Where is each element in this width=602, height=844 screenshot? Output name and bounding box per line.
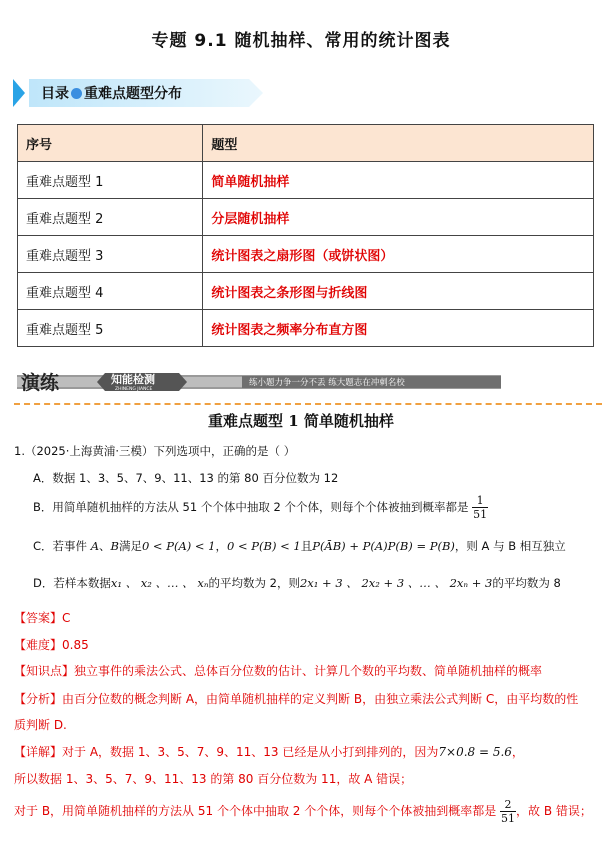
detail-post: ，故 B 错误； (516, 804, 592, 818)
practice-banner-shape (17, 370, 501, 394)
separator: 、 (99, 539, 111, 553)
fraction (500, 798, 516, 825)
detail-text: 对于 B，用简单随机抽样的方法从 51 个个体中抽取 2 个个体，则每个个体被抽到概率都是 (14, 804, 497, 818)
analysis-line-1: 【分析】由百分位数的概念判断 A，由简单随机抽样的定义判断 B，由独立乘法公式判断 C，由平均数的性 (14, 692, 579, 706)
toc-row-type[interactable]: 统计图表之频率分布直方图 (203, 310, 594, 347)
option-b-text: B．用简单随机抽样的方法从 51 个个体中抽取 2 个个体，则每个个体被抽到概率都是 (33, 500, 469, 514)
detail-line-3 (14, 798, 594, 825)
math-eq: P(ĀB) + P(A)P(B) = P(B) (312, 539, 455, 553)
detail-text: 【详解】对于 A，数据 1、3、5、7、9、11、13 已经是从小打到排列的，因为 (14, 745, 439, 759)
knowledge-line: 【知识点】独立事件的乘法公式、总体百分位数的估计、计算几个数的平均数、简单随机抽样的概率 (14, 664, 543, 678)
table-row (18, 162, 594, 199)
practice-big-text: 演练 (21, 372, 60, 394)
toc-label-text: 目录 (41, 86, 69, 102)
option-c-mid: 满足 (118, 539, 142, 553)
detail-line-1 (14, 743, 594, 760)
toc-row-type[interactable]: 分层随机抽样 (203, 199, 594, 236)
practice-tag: 知能检测 (111, 373, 155, 386)
toc-header-type: 题型 (203, 125, 594, 162)
arrow-icon (13, 79, 25, 107)
toc-header-num: 序号 (18, 125, 203, 162)
practice-slogan: 练小题力争一分不丢 练大题志在冲刺名校 (249, 378, 405, 388)
math-a: A (90, 539, 99, 553)
toc-header-row (18, 125, 594, 162)
table-row (18, 310, 594, 347)
option-d (33, 575, 561, 591)
fraction-den: 51 (473, 508, 488, 521)
divider (14, 403, 602, 405)
fraction-den: 51 (501, 812, 516, 825)
math-seq: x₁ 、 x₂ 、… 、 xₙ (110, 576, 209, 590)
option-a: A．数据 1、3、5、7、9、11、13 的第 80 百分位数为 12 (33, 471, 339, 485)
table-row (18, 236, 594, 273)
toc-label-text-2: 重难点题型分布 (84, 86, 182, 102)
toc-row-type[interactable]: 统计图表之扇形图（或饼状图） (203, 236, 594, 273)
practice-tag-pinyin: ZHINENG JIANCE (115, 387, 153, 392)
option-d-text: D．若样本数据 (33, 576, 111, 590)
option-c-text: C．若事件 (33, 539, 88, 553)
option-d-mid: 的平均数为 2，则 (208, 576, 300, 590)
fraction-num: 2 (500, 798, 516, 812)
toc-banner (13, 79, 263, 107)
fraction-num: 1 (472, 494, 488, 508)
math-cond2: 0 < P(B) < 1 (227, 539, 301, 553)
toc-row-num: 重难点题型 1 (18, 162, 203, 199)
option-c-post: ，则 A 与 B 相互独立 (454, 539, 566, 553)
math-cond1: 0 < P(A) < 1 (141, 539, 216, 553)
option-c: C．若事件 A、B满足0 < P(A) < 1，0 < P(B) < 1且P(ĀB) + P(A)P(B) = P(B)，则 A 与 B 相互独立 (33, 539, 566, 553)
answer-line: 【答案】C (14, 611, 71, 625)
page-title: 专题 9.1 随机抽样、常用的统计图表 (151, 31, 451, 51)
detail-line-2: 所以数据 1、3、5、7、9、11、13 的第 80 百分位数为 11，故 A 错误； (14, 772, 413, 786)
dot-icon (71, 88, 82, 99)
section-heading: 重难点题型 1 简单随机抽样 (208, 412, 394, 430)
toc-row-num: 重难点题型 2 (18, 199, 203, 236)
math-b: B (110, 539, 119, 553)
detail-post: ， (511, 745, 524, 759)
math-seq2: 2x₁ + 3 、 2x₂ + 3 、… 、 2xₙ + 3 (299, 576, 493, 590)
toc-table (17, 124, 594, 347)
toc-label (41, 83, 182, 103)
option-d-post: 的平均数为 8 (492, 576, 561, 590)
toc-row-type[interactable]: 简单随机抽样 (203, 162, 594, 199)
toc-row-num: 重难点题型 4 (18, 273, 203, 310)
option-b (33, 494, 488, 521)
option-c-and: 且 (300, 539, 313, 553)
analysis-line-2: 质判断 D. (14, 718, 67, 732)
toc-row-num: 重难点题型 3 (18, 236, 203, 273)
table-row (18, 273, 594, 310)
table-row (18, 199, 594, 236)
question-stem: 1.（2025·上海黄浦·三模）下列选项中，正确的是（ ） (14, 444, 296, 458)
difficulty-line: 【难度】0.85 (14, 638, 89, 652)
toc-row-num: 重难点题型 5 (18, 310, 203, 347)
math-detail: 7×0.8 = 5.6 (438, 745, 512, 759)
practice-banner (17, 370, 501, 394)
toc-row-type[interactable]: 统计图表之条形图与折线图 (203, 273, 594, 310)
fraction (472, 494, 488, 521)
